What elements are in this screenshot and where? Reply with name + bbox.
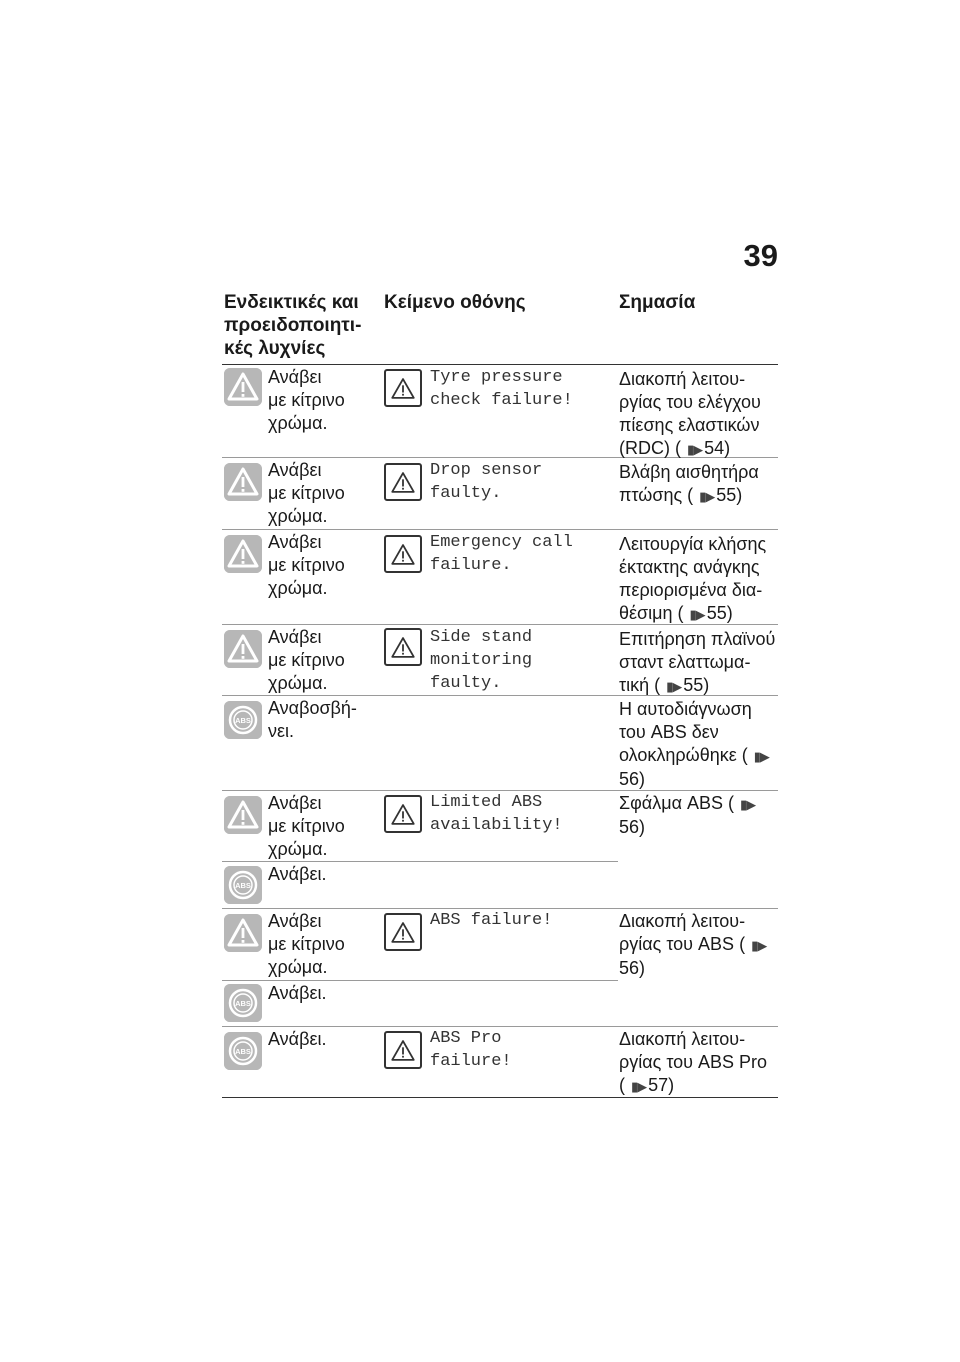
reference-arrow-icon: ▮▶	[666, 679, 682, 694]
warning-triangle-icon	[224, 463, 262, 501]
reference-arrow-icon: ▮▶	[687, 442, 703, 457]
row-subdivider	[222, 980, 618, 981]
meaning: Σφάλμα ABS ( ▮▶56)	[619, 793, 756, 837]
page-ref[interactable]: 56)	[619, 769, 646, 789]
display-text: Side stand monitoring faulty.	[430, 628, 533, 693]
lamp-state: Ανάβει με κίτρινο χρώμα.	[268, 911, 345, 977]
display-text: Tyre pressure check failure!	[430, 368, 573, 410]
display-text: ABS failure!	[430, 911, 553, 930]
page-ref[interactable]: 54)	[704, 438, 731, 458]
lamp-state: Ανάβει με κίτρινο χρώμα.	[268, 793, 345, 859]
lamp-state: Ανάβει με κίτρινο χρώμα.	[268, 532, 345, 598]
header-meaning: Σημασία	[619, 292, 696, 313]
warning-triangle-icon	[224, 914, 262, 952]
display-warning-icon	[384, 369, 422, 407]
page-ref[interactable]: 56)	[619, 817, 646, 837]
lamp-state: Ανάβει με κίτρινο χρώμα.	[268, 460, 345, 526]
warning-triangle-icon	[224, 630, 262, 668]
row-subdivider	[222, 861, 618, 862]
warning-triangle-icon	[224, 796, 262, 834]
abs-icon	[224, 1032, 262, 1070]
abs-icon	[224, 866, 262, 904]
display-warning-icon	[384, 913, 422, 951]
page-ref[interactable]: 55)	[716, 485, 743, 505]
header-indicator-lamps: Ενδεικτικές και προειδοποιητι-κές λυχνίες	[224, 292, 362, 359]
meaning: Διακοπή λειτου-ργίας του ελέγχου πίεσης ελαστικών (RDC) ( ▮▶ 54)	[619, 368, 777, 461]
lamp-state: Ανάβει με κίτρινο χρώμα.	[268, 367, 345, 433]
lamp-state: Ανάβει.	[268, 983, 327, 1003]
page-ref[interactable]: 55)	[706, 603, 733, 623]
display-warning-icon	[384, 463, 422, 501]
display-text: ABS Pro failure!	[430, 1029, 512, 1071]
meaning: Βλάβη αισθητήρα πτώσης ( ▮▶ 55)	[619, 461, 777, 508]
page-number: 39	[743, 238, 778, 273]
abs-icon	[224, 701, 262, 739]
header-display-text: Κείμενο οθόνης	[384, 292, 526, 313]
reference-arrow-icon: ▮▶	[740, 797, 756, 812]
lamp-state: Ανάβει με κίτρινο χρώμα.	[268, 627, 345, 693]
display-warning-icon	[384, 628, 422, 666]
meaning: Διακοπή λειτου-ργίας του ABS Pro ( ▮▶ 57)	[619, 1028, 777, 1098]
display-text: Emergency call failure.	[430, 533, 573, 575]
meaning: Λειτουργία κλήσης έκτακτης ανάγκης περιορισμένα δια-θέσιμη ( ▮▶ 55)	[619, 533, 777, 626]
display-text: Drop sensor faulty.	[430, 461, 543, 503]
reference-arrow-icon: ▮▶	[689, 607, 705, 622]
warning-triangle-icon	[224, 368, 262, 406]
reference-arrow-icon: ▮▶	[753, 749, 769, 764]
reference-arrow-icon: ▮▶	[631, 1079, 647, 1094]
reference-arrow-icon: ▮▶	[699, 489, 715, 504]
display-text: Limited ABS availability!	[430, 793, 563, 835]
display-warning-icon	[384, 1031, 422, 1069]
display-warning-icon	[384, 535, 422, 573]
meaning: Επιτήρηση πλαϊνού σταντ ελαττωμα-τική ( ▮▶ 55)	[619, 628, 777, 698]
lamp-state: Ανάβει.	[268, 1029, 327, 1049]
header-rule	[222, 364, 778, 365]
row-divider	[222, 529, 778, 530]
meaning: Η αυτοδιάγνωση του ABS δεν ολοκληρώθηκε ( ▮▶56)	[619, 699, 769, 789]
display-warning-icon	[384, 795, 422, 833]
meaning: Διακοπή λειτου-ργίας του ABS ( ▮▶56)	[619, 911, 767, 978]
lamp-state: Ανάβει.	[268, 864, 327, 884]
page-ref[interactable]: 55)	[683, 675, 710, 695]
abs-icon	[224, 984, 262, 1022]
page-ref[interactable]: 56)	[619, 958, 646, 978]
warning-triangle-icon	[224, 535, 262, 573]
reference-arrow-icon: ▮▶	[751, 938, 767, 953]
page-ref[interactable]: 57)	[648, 1075, 675, 1095]
lamp-state: Αναβοσβή- νει.	[268, 698, 357, 741]
